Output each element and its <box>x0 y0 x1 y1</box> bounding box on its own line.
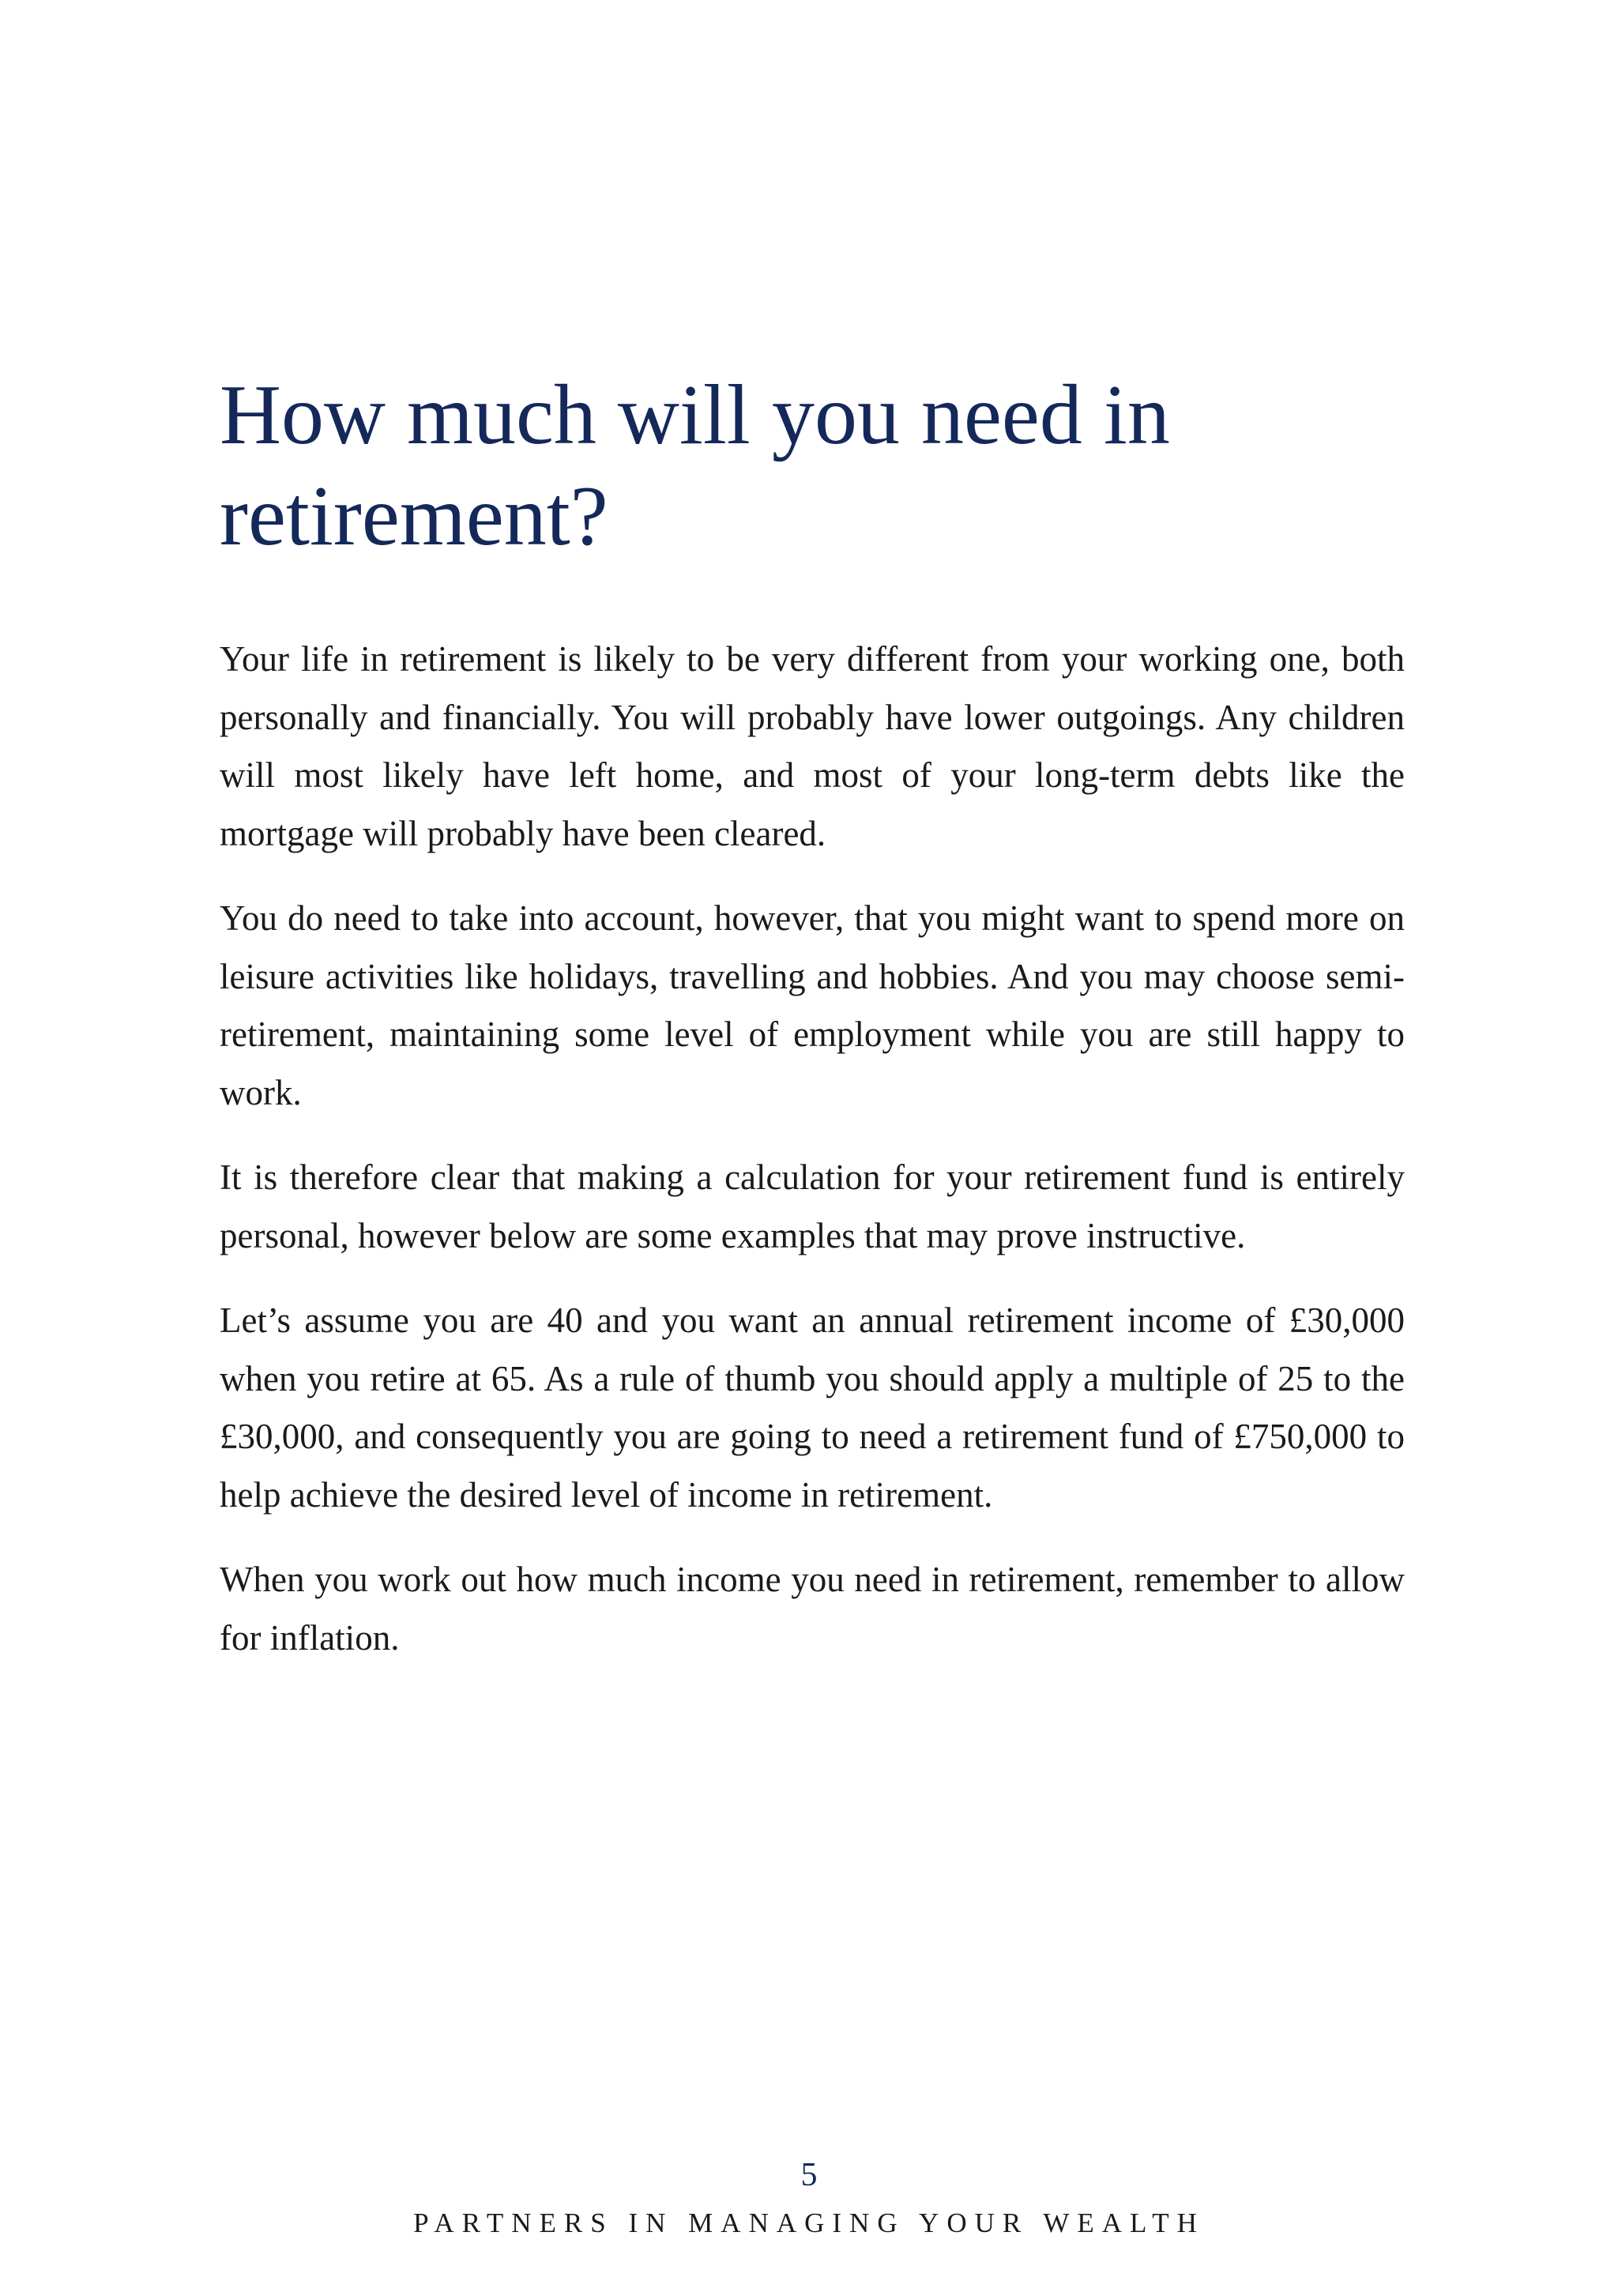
paragraph-leisure-spending: You do need to take into account, however, that you might want to spend more on leisure activities like holidays, travelling and hobbies. And you may choose semi-retirement, maintaining some level of employment while you are still happy to work. <box>220 898 1405 1112</box>
footer-tagline: PARTNERS IN MANAGING YOUR WEALTH <box>413 2208 1205 2238</box>
body-text <box>220 630 1405 1694</box>
paragraph-worked-example: Let’s assume you are 40 and you want an annual retirement income of £30,000 when you retire at 65. As a rule of thumb you should apply a multiple of 25 to the £30,000, and consequently you are going to need a retirement fund of £750,000 to help achieve the desired level of income in retirement. <box>220 1300 1405 1515</box>
page-heading: How much will you need in retirement? <box>220 368 1170 563</box>
paragraph-life-in-retirement: Your life in retirement is likely to be very different from your working one, both personally and financially. You will probably have lower outgoings. Any children will most likely have left home, and most of your long-term debts like the mortgage will probably have been cleared. <box>220 639 1405 853</box>
paragraph-personal-calculation: It is therefore clear that making a calculation for your retirement fund is entirely personal, however below are some examples that may prove instructive. <box>220 1157 1405 1255</box>
paragraph-inflation: When you work out how much income you need in retirement, remember to allow for inflation. <box>220 1560 1405 1658</box>
page-number: 5 <box>800 2157 818 2193</box>
